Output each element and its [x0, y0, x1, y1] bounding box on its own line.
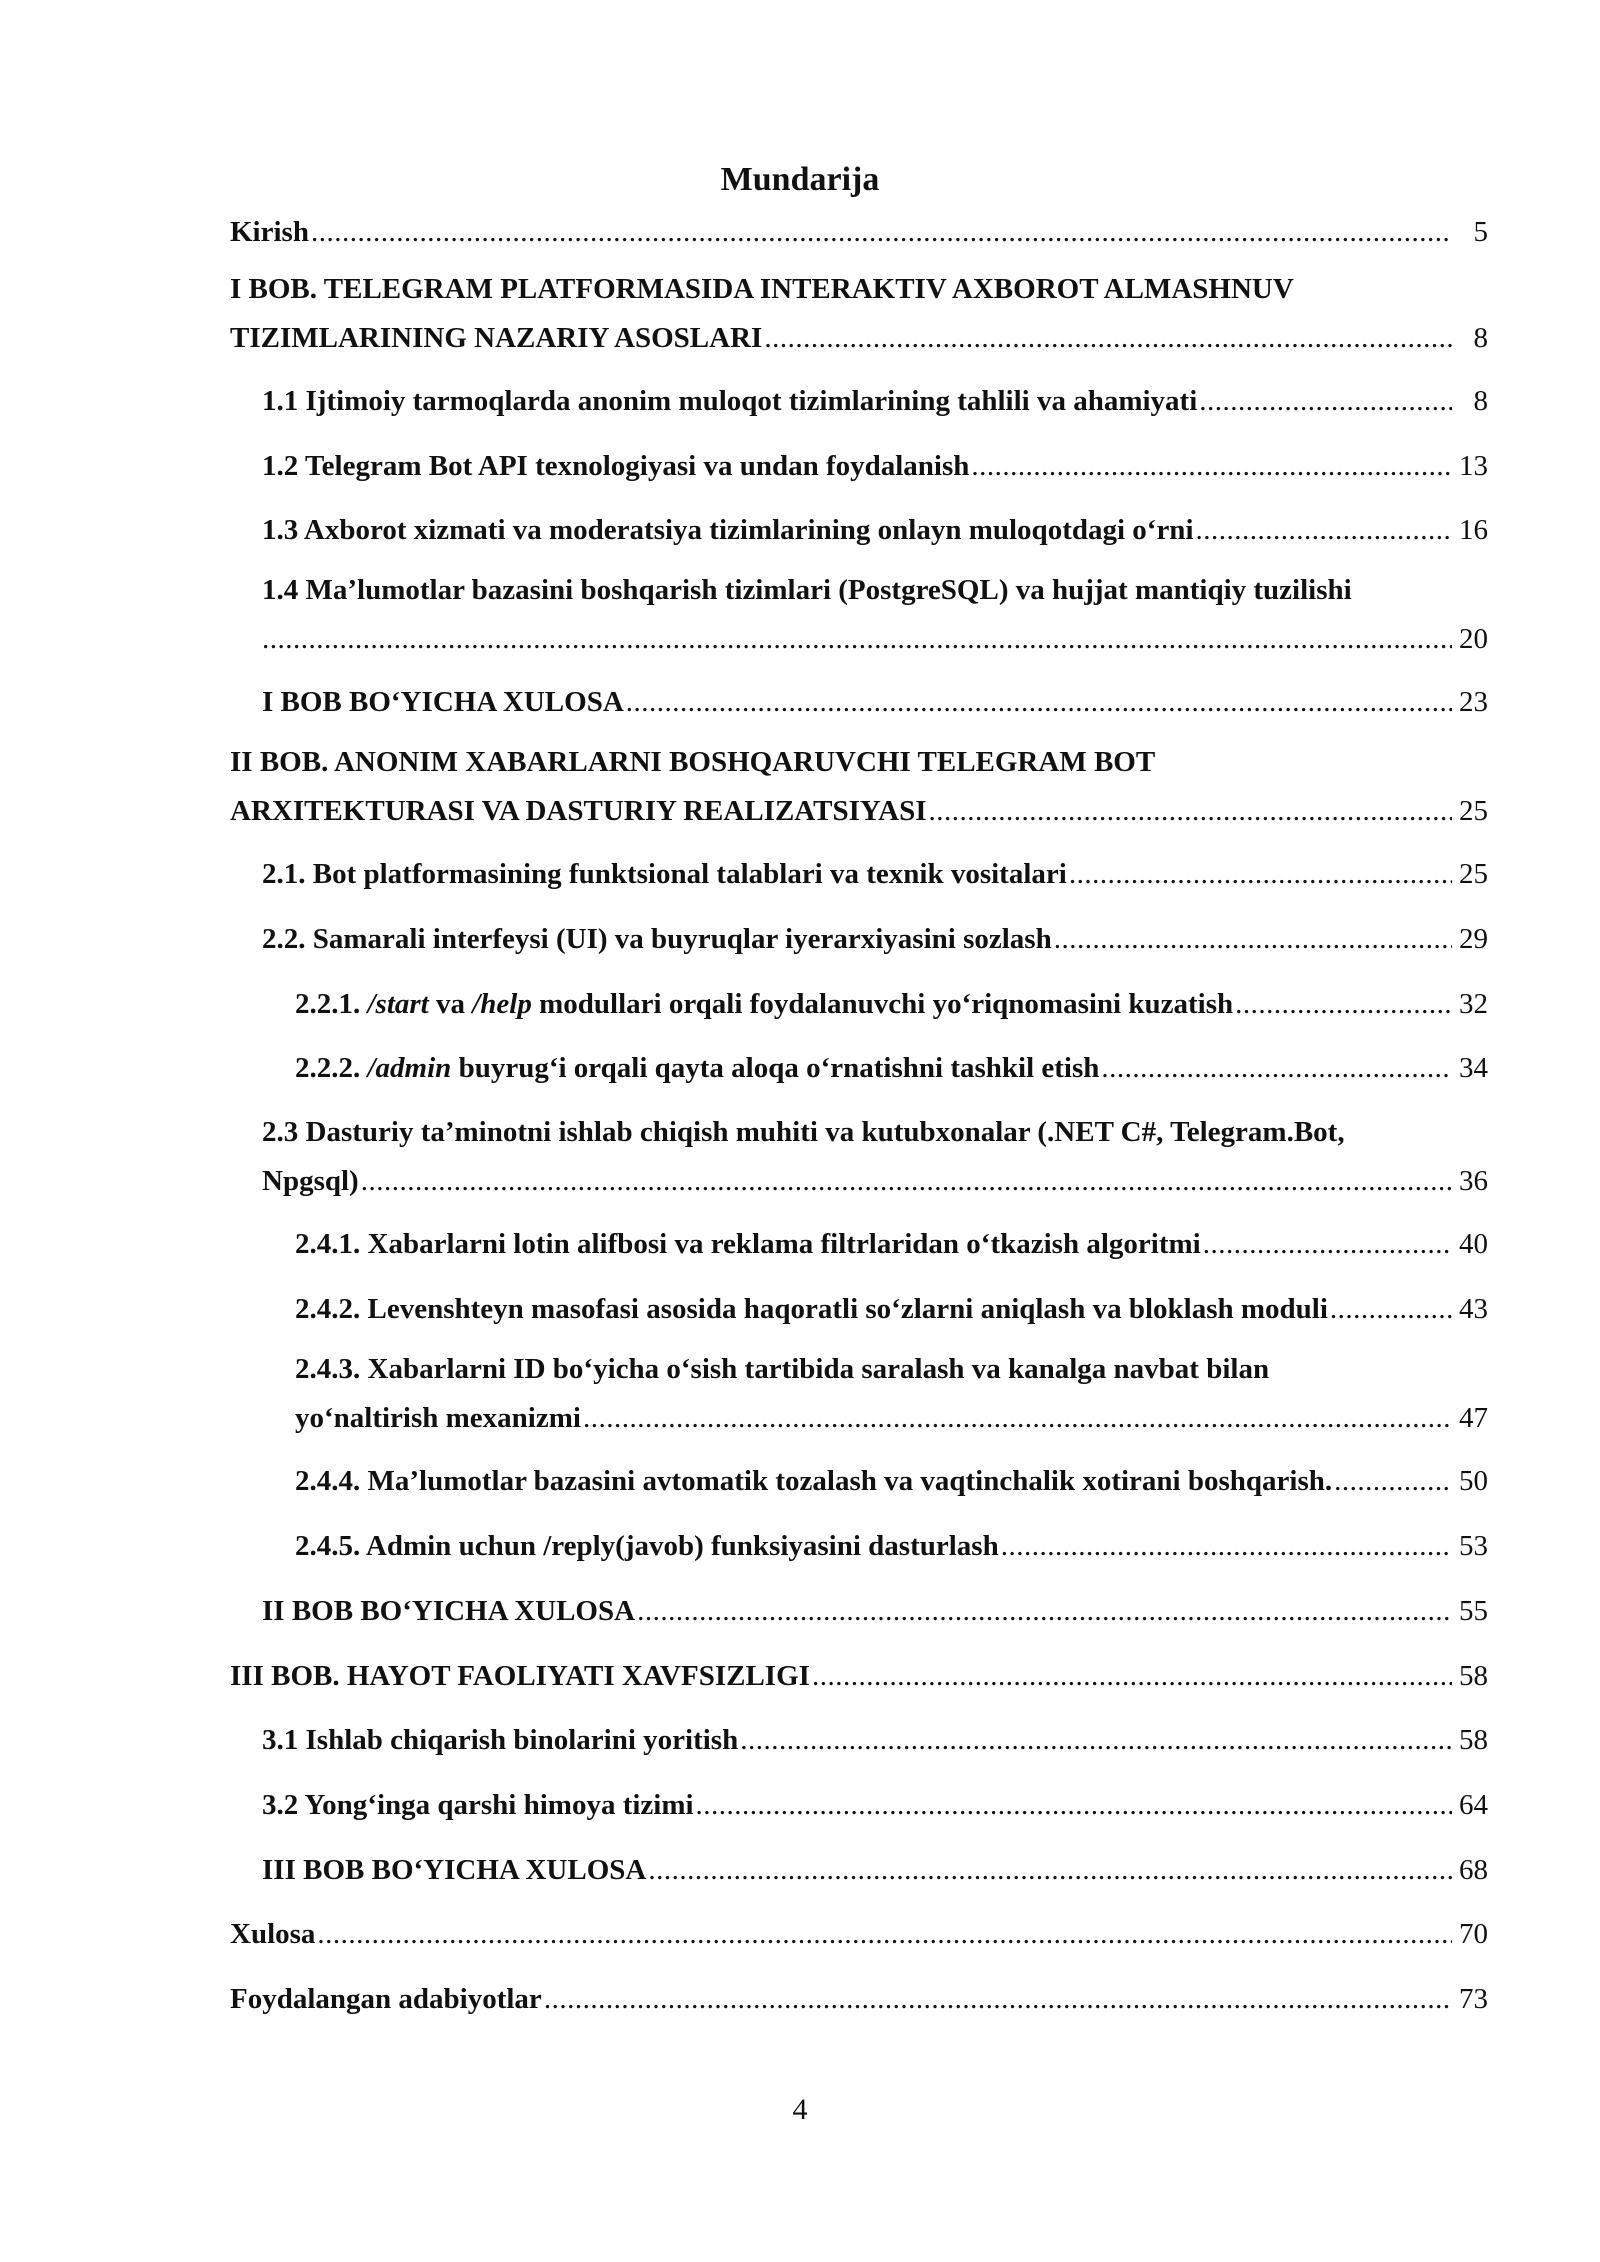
- dot-leader: [1199, 377, 1452, 426]
- dot-leader: [1196, 506, 1453, 555]
- toc-entry-3-1[interactable]: [262, 1716, 1488, 1765]
- toc-entry-title-line: 2.3 Dasturiy ta’minotni ishlab chiqish muhiti va kutubxonalar (.NET C#, Telegram.Bot,: [262, 1116, 1345, 1148]
- dot-leader: [637, 1587, 1452, 1636]
- toc-page-number: 20: [1459, 623, 1488, 655]
- toc-entry-2-4-5[interactable]: [295, 1522, 1488, 1571]
- dot-leader: [1054, 915, 1452, 964]
- dot-leader: [361, 1157, 1452, 1206]
- dot-leader: [1069, 850, 1452, 899]
- dot-leader: [971, 442, 1452, 491]
- dot-leader: [1235, 980, 1452, 1029]
- toc-entry-title-line: II BOB. ANONIM XABARLARNI BOSHQARUVCHI TELEGRAM BOT: [230, 746, 1156, 778]
- toc-entry-2-2-1[interactable]: [295, 980, 1488, 1029]
- toc-entry-title: Xulosa: [230, 1918, 316, 1950]
- toc-entry-1-1[interactable]: [262, 377, 1488, 426]
- toc-entry-title: 2.2.2. /admin buyrug‘i orqali qayta aloqa o‘rnatishni tashkil etish: [295, 1052, 1100, 1084]
- dot-leader: [583, 1394, 1452, 1443]
- toc-page-number: 36: [1459, 1165, 1488, 1197]
- toc-entry-title-line: 2.4.3. Xabarlarni ID bo‘yicha o‘sish tartibida saralash va kanalga navbat bilan: [295, 1353, 1270, 1385]
- toc-page-number: 32: [1459, 988, 1488, 1020]
- toc-entry-title: yo‘naltirish mexanizmi: [295, 1402, 581, 1434]
- page-number: 4: [792, 2093, 808, 2126]
- dot-leader: [544, 1975, 1452, 2024]
- toc-entry-title: 2.2.1. /start va /help modullari orqali foydalanuvchi yo‘riqnomasini kuzatish: [295, 988, 1234, 1020]
- dot-leader: [1101, 1044, 1452, 1093]
- toc-entry-title: III BOB. HAYOT FAOLIYATI XAVFSIZLIGI: [230, 1660, 810, 1692]
- toc-entry-chapter-3[interactable]: [230, 1652, 1488, 1701]
- toc-entry-title: 2.4.5. Admin uchun /reply(javob) funksiyasini dasturlash: [295, 1530, 999, 1562]
- toc-entry-chapter-1[interactable]: [230, 265, 1488, 363]
- toc-page-number: 25: [1459, 858, 1488, 890]
- toc-page-number: 50: [1459, 1465, 1488, 1497]
- toc-page-number: 5: [1473, 216, 1488, 248]
- toc-page-number: 58: [1459, 1660, 1488, 1692]
- toc-entry-title: 2.1. Bot platformasining funktsional talablari va texnik vositalari: [262, 858, 1067, 890]
- toc-page-number: 55: [1459, 1595, 1488, 1627]
- toc-page-number: 16: [1459, 514, 1488, 546]
- toc-entry-1-3[interactable]: [262, 506, 1488, 555]
- toc-entry-2-4-1[interactable]: [295, 1220, 1488, 1269]
- dot-leader: [311, 208, 1452, 257]
- toc-entry-chapter-2-summary[interactable]: [262, 1587, 1488, 1636]
- toc-entry-2-3[interactable]: [262, 1108, 1488, 1206]
- toc-page-number: 25: [1459, 795, 1488, 827]
- toc-page-number: 58: [1459, 1724, 1488, 1756]
- toc-entry-title: 1.2 Telegram Bot API texnologiyasi va undan foydalanish: [262, 450, 970, 482]
- toc-entry-2-4-2[interactable]: [295, 1285, 1488, 1334]
- toc-page-number: 8: [1473, 385, 1488, 417]
- toc-entry-title: 1.3 Axborot xizmati va moderatsiya tizimlarining onlayn muloqotdagi o‘rni: [262, 514, 1194, 546]
- dot-leader: [626, 678, 1452, 727]
- dot-leader: [1334, 1457, 1452, 1506]
- toc-entry-1-2[interactable]: [262, 442, 1488, 491]
- toc-entry-title: 2.2. Samarali interfeysi (UI) va buyruqlar iyerarxiyasini sozlash: [262, 923, 1052, 955]
- toc-entry-title-line: I BOB. TELEGRAM PLATFORMASIDA INTERAKTIV AXBOROT ALMASHNUV: [230, 273, 1294, 305]
- toc-entry-title: 2.4.2. Levenshteyn masofasi asosida haqoratli so‘zlarni aniqlash va bloklash moduli: [295, 1293, 1328, 1325]
- toc-entry-references[interactable]: [230, 1975, 1488, 2024]
- toc-page-number: 13: [1459, 450, 1488, 482]
- dot-leader: [262, 615, 1452, 664]
- toc-page-number: 23: [1459, 686, 1488, 718]
- toc-entry-title: ARXITEKTURASI VA DASTURIY REALIZATSIYASI: [230, 795, 927, 827]
- toc-page-number: 47: [1459, 1402, 1488, 1434]
- toc-page-number: 8: [1473, 322, 1488, 354]
- toc-page-number: 43: [1459, 1293, 1488, 1325]
- toc-entry-chapter-1-summary[interactable]: [262, 678, 1488, 727]
- toc-entry-title: 2.4.1. Xabarlarni lotin alifbosi va reklama filtrlaridan o‘tkazish algoritmi: [295, 1228, 1201, 1260]
- dot-leader: [929, 787, 1453, 836]
- toc-entry-chapter-3-summary[interactable]: [262, 1846, 1488, 1895]
- toc-entry-2-4-3[interactable]: [295, 1345, 1488, 1443]
- toc-entry-title: TIZIMLARINING NAZARIY ASOSLARI: [230, 322, 763, 354]
- dot-leader: [317, 1910, 1452, 1959]
- toc-page-number: 34: [1459, 1052, 1488, 1084]
- toc-page-number: 64: [1459, 1789, 1488, 1821]
- toc-entry-title: Npgsql): [262, 1165, 359, 1197]
- toc-page-number: 73: [1459, 1983, 1488, 2015]
- toc-page-number: 70: [1459, 1918, 1488, 1950]
- toc-entry-title: III BOB BO‘YICHA XULOSA: [262, 1854, 647, 1886]
- toc-entry-3-2[interactable]: [262, 1781, 1488, 1830]
- toc-entry-title: 2.4.4. Ma’lumotlar bazasini avtomatik tozalash va vaqtinchalik xotirani boshqarish.: [295, 1465, 1333, 1497]
- dot-leader: [1203, 1220, 1452, 1269]
- toc-page-number: 40: [1459, 1228, 1488, 1260]
- toc-entry-kirish[interactable]: [230, 208, 1488, 257]
- toc-page-number: 29: [1459, 923, 1488, 955]
- dot-leader: [812, 1652, 1452, 1701]
- toc-entry-title: I BOB BO‘YICHA XULOSA: [262, 686, 624, 718]
- toc-entry-title-line: 1.4 Ma’lumotlar bazasini boshqarish tizimlari (PostgreSQL) va hujjat mantiqiy tuzilishi: [262, 574, 1352, 606]
- toc-entry-title: 1.1 Ijtimoiy tarmoqlarda anonim muloqot tizimlarining tahlili va ahamiyati: [262, 385, 1198, 417]
- toc-entry-title: Kirish: [230, 216, 309, 248]
- dot-leader: [740, 1716, 1452, 1765]
- toc-entry-title: 3.1 Ishlab chiqarish binolarini yoritish: [262, 1724, 739, 1756]
- toc-entry-chapter-2[interactable]: [230, 738, 1488, 836]
- toc-entry-2-2-2[interactable]: [295, 1044, 1488, 1093]
- dot-leader: [764, 314, 1452, 363]
- toc-entry-title: Foydalangan adabiyotlar: [230, 1983, 542, 2015]
- toc-entry-2-4-4[interactable]: [295, 1457, 1488, 1506]
- toc-entry-1-4[interactable]: [262, 566, 1488, 664]
- dot-leader: [1001, 1522, 1452, 1571]
- dot-leader: [696, 1781, 1452, 1830]
- toc-entry-2-2[interactable]: [262, 915, 1488, 964]
- toc-title: Mundarija: [720, 161, 880, 198]
- toc-page-number: 53: [1459, 1530, 1488, 1562]
- toc-entry-title: 3.2 Yong‘inga qarshi himoya tizimi: [262, 1789, 694, 1821]
- dot-leader: [1330, 1285, 1452, 1334]
- toc-entry-xulosa[interactable]: [230, 1910, 1488, 1959]
- toc-entry-2-1[interactable]: [262, 850, 1488, 899]
- dot-leader: [648, 1846, 1452, 1895]
- toc-page-number: 68: [1459, 1854, 1488, 1886]
- toc-entry-title: II BOB BO‘YICHA XULOSA: [262, 1595, 636, 1627]
